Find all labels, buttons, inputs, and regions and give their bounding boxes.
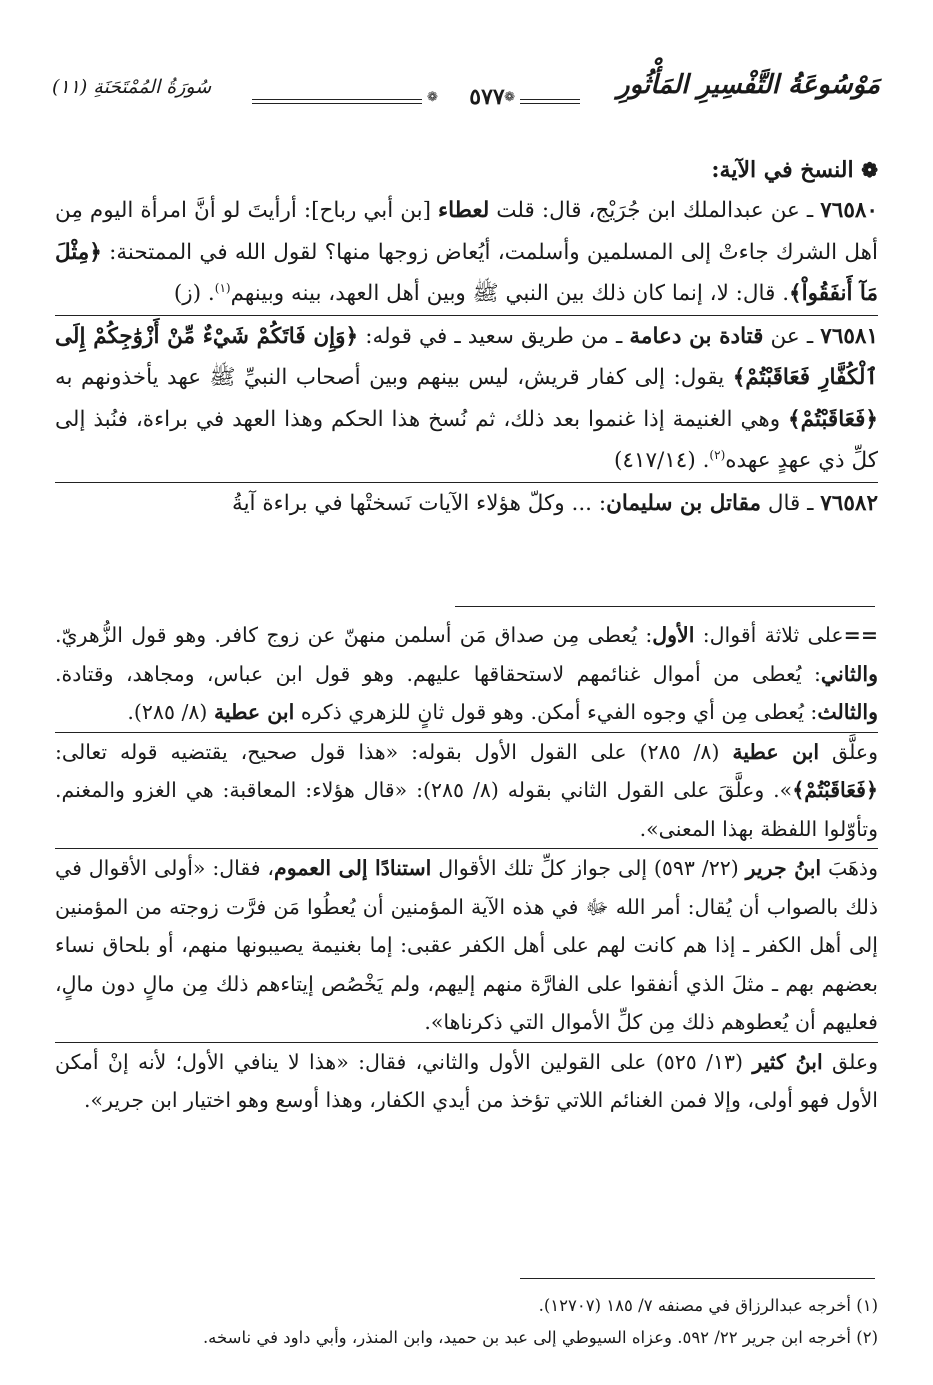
note-text-segment: ﴿فَعَاقَبْتُمْ﴾ <box>792 778 878 802</box>
entry-text-segment: . (٤١٧/١٤) <box>613 448 710 473</box>
note-paragraph <box>55 732 878 849</box>
hadith-entry <box>55 482 878 525</box>
note-text-segment: استنادًا إلى العموم <box>274 856 432 880</box>
commentary-notes <box>55 616 878 1120</box>
note-text-segment: (٢٢/ ٥٩٣) إلى جواز كلِّ تلك الأقوال <box>431 856 746 880</box>
note-text-segment: وذهَبَ <box>821 856 878 880</box>
entry-number: ٧٦٥٨١ <box>820 323 879 349</box>
hadith-entry <box>55 190 878 315</box>
header-rule-left <box>252 99 422 100</box>
entry-text-segment: مقاتل بن سليمان <box>606 490 761 516</box>
note-text-segment: ابنُ كثير <box>752 1049 823 1074</box>
footnote: (١) أخرجه عبدالرزاق في مصنفه ٧/ ١٨٥ (١٢٧٠٧). <box>538 1296 878 1315</box>
note-text-segment: : يُعطى من أموال غنائمهم لاستحقاقها عليهم. وهو قول ابن عباس، ومجاهد، وقتادة. <box>55 661 821 686</box>
entry-text-segment: قتادة بن دعامة <box>629 323 764 349</box>
note-text-segment: ابن عطية <box>732 739 820 764</box>
entry-text-segment: ﴿فَعَاقَبْتُمْ﴾ <box>788 406 878 432</box>
entry-text-segment: : ... وكلّ هؤلاء الآيات نَسختْها في براءة آيةُ <box>232 490 607 516</box>
ornament-icon: ❁ <box>427 90 438 105</box>
note-text-segment: : يُعطى مِن صداق مَن أسلمن منهنّ عن زوج كافر. وهو قول الزُّهريّ. <box>55 623 653 647</box>
entry-text-segment: يقول: إلى كفار قريش، ليس بينهم وبين أصحاب النبيِّ ﷺ عهد يأخذونهم به <box>55 365 733 390</box>
note-paragraph <box>55 1042 878 1120</box>
entry-text-segment: لعطاء <box>438 198 490 223</box>
note-paragraph <box>55 616 878 732</box>
note-text-segment: (١٣/ ٥٢٥) على القولين الأول والثاني، فقال: «هذا لا ينافي الأول؛ لأنه إنْ أمكن الأول فهو أولى، وإلا فمن الغنائم اللاتي تؤخذ من أيدي الكفار، وهذا أوسع وهو اختيار ابن جرير». <box>55 1049 878 1112</box>
entry-number: ٧٦٥٨٠ <box>820 198 878 223</box>
entry-text-segment: وهي الغنيمة إذا غنموا بعد ذلك، ثم نُسخ هذا الحكم وهذا العهد في براءة، فنُبذ إلى كلِّ ذي عهدٍ عهده <box>55 406 878 473</box>
hadith-entry <box>55 315 878 482</box>
footnote: (٢) أخرجه ابن جرير ٢٢/ ٥٩٢. وعزاه السيوطي إلى عبد بن حميد، وابن المنذر، وأبي داود في ناسخه. <box>202 1328 878 1347</box>
note-text-segment: على ثلاثة أقوال: <box>694 623 844 647</box>
ornament-icon: ❁ <box>504 90 515 105</box>
note-text-segment: ابن عطية <box>213 700 295 724</box>
note-text-segment: (٨/ ٢٨٥). <box>127 700 214 724</box>
note-text-segment: (٨/ ٢٨٥) على القول الأول بقوله: «هذا قول صحيح، يقتضيه قوله تعالى: <box>55 739 733 764</box>
entry-text-segment: ﴿مِثْلَ مَآ أَنفَقُواْ﴾ <box>55 239 878 306</box>
entry-number: ٧٦٥٨٢ <box>820 490 878 516</box>
note-text-segment: الأول <box>652 623 695 647</box>
note-text-segment: ». وعلَّقَ على القول الثاني بقوله (٨/ ٢٨٥): «قال هؤلاء: المعاقبة: هي الغزو والمغنم. وتأوّلوا اللفظة بهذا المعنى». <box>55 778 878 841</box>
header-rule-right-2 <box>520 103 580 104</box>
book-title: مَوْسُوعَةُ التَّفْسِيرِ المَأْثُورِ <box>617 70 880 100</box>
entry-text-segment: ﴿وَإِن فَاتَكُمْ شَيْءٌ مِّنْ أَزْوَٰجِكُمْ إِلَى ٱلْكُفَّارِ فَعَاقَبْتُمْ﴾ <box>55 323 878 390</box>
section-heading <box>55 150 878 190</box>
note-paragraph <box>55 848 878 1042</box>
entry-text-segment: ـ من طريق سعيد ـ في قوله: <box>358 323 630 349</box>
notes-divider <box>455 606 875 607</box>
footnote-ref: (٢) <box>709 447 726 462</box>
note-text-segment: والثاني <box>820 661 878 686</box>
footnotes <box>55 1290 878 1354</box>
note-text-segment: والثالث <box>817 700 878 724</box>
page-number: ٥٧٧ <box>469 84 505 110</box>
entry-text-segment: ـ عن عبدالملك ابن جُرَيْج، قال: قلت <box>489 198 821 223</box>
entry-text-segment: ـ قال <box>760 490 821 516</box>
note-text-segment: ابنُ جرير <box>745 856 822 880</box>
entry-text-segment: . (ز) <box>173 281 215 306</box>
footnotes-divider <box>520 1278 875 1279</box>
note-text-segment: وعلَّق <box>819 739 879 764</box>
main-text <box>55 150 878 524</box>
entry-text-segment: . قال: لا، إنما كان ذلك بين النبي ﷺ وبين أهل العهد، بينه وبينهم <box>230 281 790 306</box>
section-title: النسخ في الآية: <box>711 157 854 183</box>
entry-text-segment: ـ عن <box>763 323 821 349</box>
flower-icon: ❁ <box>861 158 878 182</box>
note-text-segment: ، فقال: «أولى الأقوال في ذلك بالصواب أن يُقال: أمر الله ﷻ في هذه الآية المؤمنين أن يُعطُوا مَن فرَّت زوجته من المؤمنين إلى أهل الكفر ـ إذا هم كانت لهم على أهل الكفر عقبى: إما بغنيمة يصيبونها منهم، أو بلحاق نساء بعضهم بهم ـ مثلَ الذي أنفقوا على الفارَّة منهم إليهم، ولم يَخْصُص إيتاءهم ذلك مِن مالٍ دون مالٍ، فعليهم أن يُعطوهم ذلك مِن كلِّ الأموال التي ذكرناها». <box>55 856 878 1034</box>
header-rule-left-2 <box>252 103 422 104</box>
footnote-ref: (١) <box>214 280 231 295</box>
running-header <box>52 70 880 114</box>
entry-text-segment: [بن أبي رباح]: أرأيتَ لو أنَّ امرأة اليوم مِن أهل الشرك جاءتْ إلى المسلمين وأسلمت، أيُعاض زوجها منها؟ لقول الله في الممتحنة: <box>55 198 878 265</box>
note-text-segment: وعلق <box>822 1049 879 1074</box>
entries-list <box>55 190 878 524</box>
surah-title: سُورَةُ المُمْتَحَنَةِ (١١) <box>52 76 212 98</box>
note-text-segment: : يُعطى مِن أي وجوه الفيء أمكن. وهو قول ثانٍ للزهري ذكره <box>294 700 818 724</box>
header-rule-right <box>520 99 580 100</box>
continuation-mark: == <box>843 623 879 647</box>
